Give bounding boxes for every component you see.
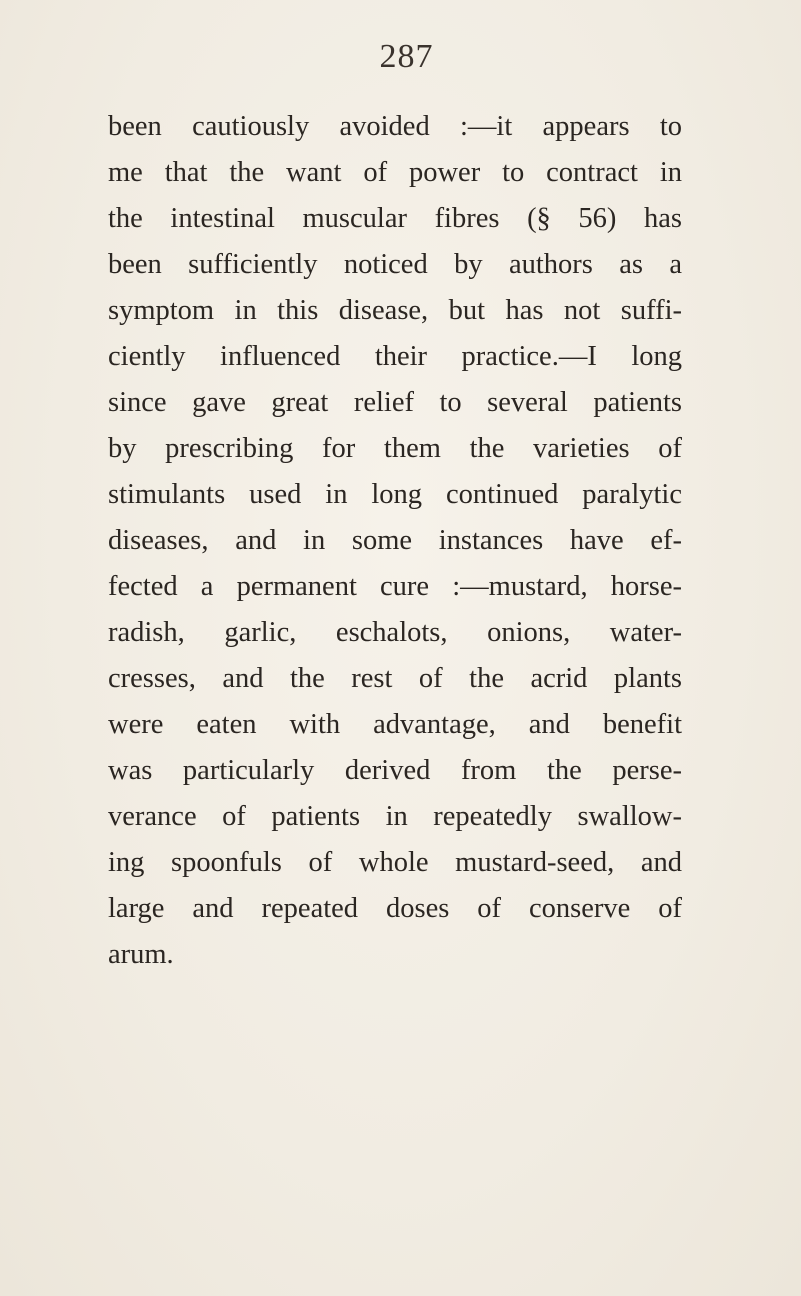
text-line: symptom in this disease, but has not suffi- bbox=[108, 295, 682, 326]
text-line: fected a permanent cure :—mustard, horse- bbox=[108, 571, 682, 602]
text-line: diseases, and in some instances have ef- bbox=[108, 525, 682, 556]
text-line: been sufficiently noticed by authors as a bbox=[108, 249, 682, 280]
body-paragraph bbox=[108, 104, 682, 978]
text-line-last: arum. bbox=[108, 939, 174, 970]
text-line: since gave great relief to several patients bbox=[108, 387, 682, 418]
text-line: stimulants used in long continued paralytic bbox=[108, 479, 682, 510]
text-line: were eaten with advantage, and benefit bbox=[108, 709, 682, 740]
text-line: verance of patients in repeatedly swallow- bbox=[108, 801, 682, 832]
text-line: the intestinal muscular fibres (§ 56) has bbox=[108, 203, 682, 234]
text-line: by prescribing for them the varieties of bbox=[108, 433, 682, 464]
page-number: 287 bbox=[379, 38, 434, 75]
text-line: been cautiously avoided :—it appears to bbox=[108, 111, 682, 142]
text-line: radish, garlic, eschalots, onions, water- bbox=[108, 617, 682, 648]
text-line: cresses, and the rest of the acrid plants bbox=[108, 663, 682, 694]
text-line: ciently influenced their practice.—I long bbox=[108, 341, 682, 372]
text-line: was particularly derived from the perse- bbox=[108, 755, 682, 786]
text-line: large and repeated doses of conserve of bbox=[108, 893, 682, 924]
text-line: me that the want of power to contract in bbox=[108, 157, 682, 188]
text-line: ing spoonfuls of whole mustard-seed, and bbox=[108, 847, 682, 878]
